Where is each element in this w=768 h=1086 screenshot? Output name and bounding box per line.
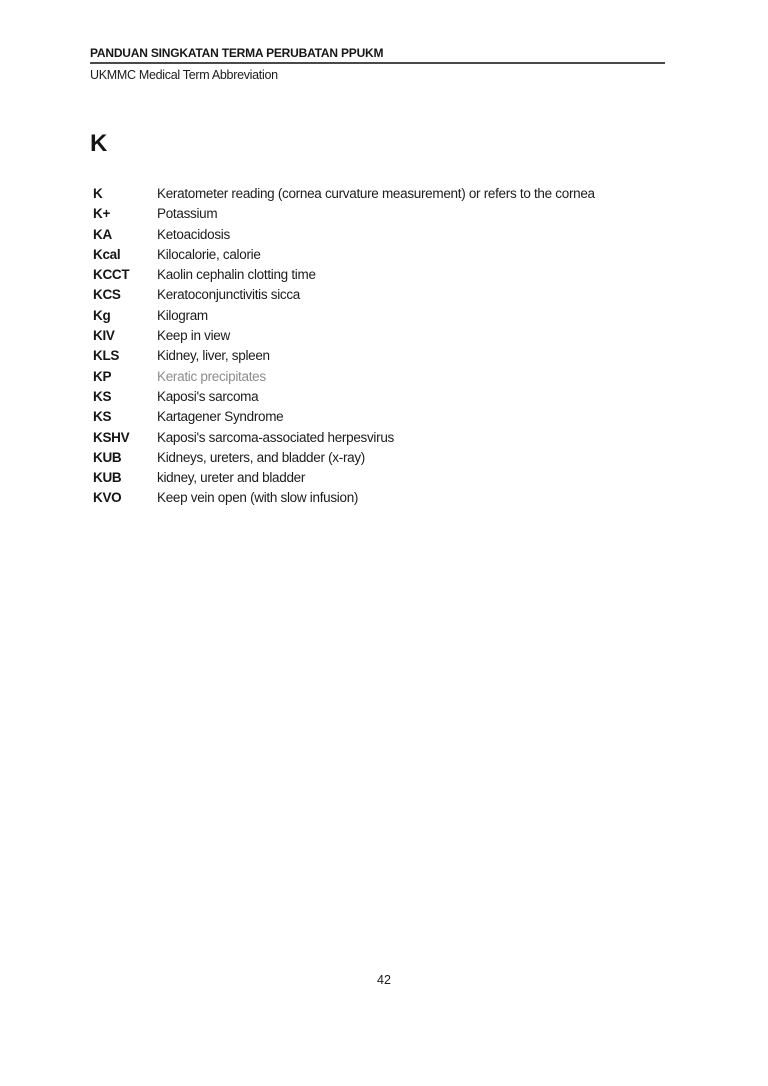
abbreviation-term: Kcal [93, 246, 121, 262]
abbreviation-list [93, 184, 665, 509]
abbreviation-definition: Keep in view [157, 328, 230, 344]
abbreviation-row [93, 306, 665, 326]
abbreviation-definition: Keep vein open (with slow infusion) [157, 490, 359, 506]
abbreviation-definition: Kaposi's sarcoma-associated herpesvirus [157, 429, 394, 445]
abbreviation-definition: Kilogram [157, 307, 208, 323]
abbreviation-row [93, 245, 665, 265]
abbreviation-definition: Potassium [157, 206, 218, 222]
document-title: PANDUAN SINGKATAN TERMA PERUBATAN PPUKM [90, 46, 665, 64]
abbreviation-term: K [93, 186, 103, 201]
abbreviation-row [93, 265, 665, 285]
abbreviation-term: K+ [93, 206, 111, 222]
abbreviation-row [93, 428, 665, 448]
abbreviation-term: KP [93, 368, 112, 384]
document-header [90, 46, 665, 83]
abbreviation-row [93, 387, 665, 407]
page-number: 42 [377, 973, 391, 987]
abbreviation-definition: Kidneys, ureters, and bladder (x-ray) [157, 449, 365, 465]
abbreviation-term: KLS [93, 348, 120, 364]
abbreviation-row [93, 448, 665, 468]
abbreviation-row [93, 225, 665, 245]
abbreviation-term: KUB [93, 470, 122, 486]
abbreviation-row [93, 184, 665, 204]
abbreviation-definition: kidney, ureter and bladder [157, 470, 306, 486]
abbreviation-term: KUB [93, 449, 122, 465]
abbreviation-term: KS [93, 388, 112, 404]
abbreviation-definition: Keratoconjunctivitis sicca [157, 287, 301, 303]
abbreviation-term: Kg [93, 307, 111, 323]
abbreviation-definition: Kaolin cephalin clotting time [157, 267, 316, 283]
abbreviation-row [93, 468, 665, 488]
abbreviation-row [93, 407, 665, 427]
abbreviation-row [93, 326, 665, 346]
abbreviation-definition: Kaposi's sarcoma [157, 388, 259, 404]
abbreviation-definition: Kidney, liver, spleen [157, 348, 270, 364]
abbreviation-term: KIV [93, 328, 115, 344]
document-subtitle: UKMMC Medical Term Abbreviation [90, 68, 278, 82]
abbreviation-row [93, 367, 665, 387]
abbreviation-definition: Keratometer reading (cornea curvature measurement) or refers to the cornea [157, 186, 595, 201]
abbreviation-definition: Kilocalorie, calorie [157, 246, 261, 262]
abbreviation-term: KA [93, 226, 112, 242]
abbreviation-term: KSHV [93, 429, 130, 445]
abbreviation-row [93, 346, 665, 366]
abbreviation-row [93, 204, 665, 224]
abbreviation-row [93, 285, 665, 305]
abbreviation-definition: Keratic precipitates [157, 368, 266, 384]
section-heading-letter: K [90, 130, 108, 157]
abbreviation-definition: Ketoacidosis [157, 226, 230, 242]
abbreviation-term: KCCT [93, 267, 130, 283]
abbreviation-term: KVO [93, 490, 122, 506]
abbreviation-definition: Kartagener Syndrome [157, 409, 284, 425]
abbreviation-term: KS [93, 409, 112, 425]
abbreviation-term: KCS [93, 287, 121, 303]
abbreviation-row [93, 488, 665, 508]
